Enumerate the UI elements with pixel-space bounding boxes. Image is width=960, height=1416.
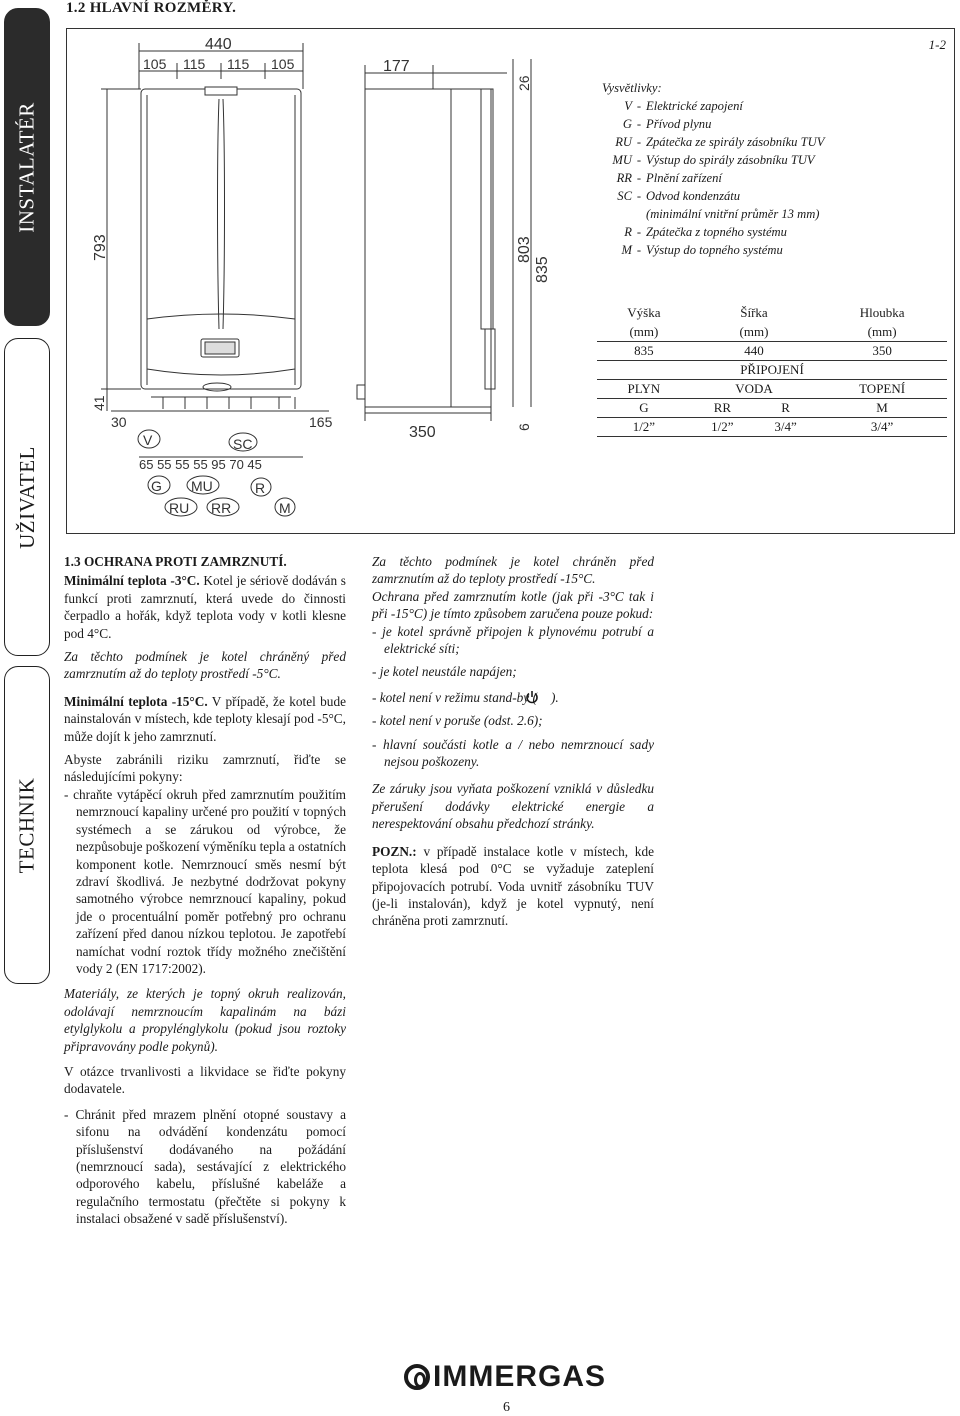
- legend-title: Vysvětlivky:: [602, 81, 662, 95]
- conn-label-sc: SC: [233, 436, 253, 452]
- dim-width-2: 115: [183, 56, 206, 72]
- table-header: Šířka: [740, 305, 768, 320]
- paragraph: POZN.: v případě instalace kotle v místech, kde teplota klesá pod 0°C se vyžaduje zateplení připojovacích potrubí. Voda uvnitř zásobníku TUV (je-li instalován), když je kotel vypnutý, není chráněna proti zamrznutí.: [372, 843, 654, 929]
- paragraph: Za těchto podmínek je kotel chráněn před zamrznutím až do teploty prostředí -15°C.: [372, 554, 654, 587]
- table-cell: 440: [691, 342, 817, 361]
- legend-item: RR - Plnění zařízení: [616, 171, 722, 185]
- left-column: [64, 553, 346, 1234]
- dim-width-4: 105: [271, 56, 295, 72]
- table-cell: 1/2”: [691, 418, 754, 437]
- dimensions-figure: [66, 28, 955, 534]
- power-icon: [537, 690, 551, 704]
- figure-number: 1-2: [928, 37, 946, 52]
- table-cell: M: [817, 399, 947, 418]
- conn-label-ru: RU: [169, 500, 190, 516]
- table-unit: (mm): [817, 322, 947, 342]
- dim-bottom-165: 165: [309, 414, 333, 430]
- legend-item: G - Přívod plynu: [622, 117, 712, 131]
- conn-label-rr: RR: [211, 500, 232, 516]
- paragraph: Ochrana před zamrznutím kotle (jak při -3°C tak i při -15°C) je tímto způsobem zaručena pouze pokud:: [372, 588, 654, 622]
- paragraph: V otázce trvanlivosti a likvidace se řiďte pokyny dodavatele.: [64, 1063, 346, 1097]
- conn-label-r: R: [255, 480, 266, 496]
- table-cell: 350: [817, 342, 947, 361]
- side-tab-user-label: UŽIVATEL: [14, 445, 39, 549]
- dim-bottom-350: 350: [409, 424, 436, 441]
- legend-item: RU - Zpátečka ze spirály zásobníku TUV: [615, 135, 825, 149]
- bullet-item: - Chránit před mrazem plnění otopné soustavy a sifonu na odvádění kondenzátu pomocí příslušenství dodávaného na požádání (nemrznoucí sada), sestávající z elektrického odporového kabelu, příslušné kabeláže a regulačního termostatu (přečtěte si pokyny k instalaci obsažené v sadě příslušenství).: [64, 1106, 346, 1227]
- conn-label-g: G: [151, 478, 162, 494]
- table-cell: 1/2”: [597, 418, 691, 437]
- paragraph: Ze záruky jsou vyňata poškození vzniklá v důsledku přerušení dodávky elektrické energie a nerespektování obsahu předchozí stránky.: [372, 781, 654, 832]
- paragraph: Abyste zabránili riziku zamrznutí, řiďte se následujícími pokyny:: [64, 752, 346, 785]
- bullet-item: - kotel není v režimu stand-by ( ).: [372, 689, 559, 705]
- table-cell: 3/4”: [754, 418, 817, 437]
- dim-side-height-2: 835: [534, 256, 551, 283]
- legend-item-note: (minimální vnitřní průměr 13 mm): [646, 207, 820, 221]
- legend-item: V - Elektrické zapojení: [624, 99, 743, 113]
- dim-width-total: 440: [205, 36, 232, 53]
- legend-item: M - Výstup do topného systému: [621, 243, 783, 257]
- boiler-side-body: [365, 89, 491, 407]
- bullet-item: - hlavní součásti kotle a / nebo nemrznoucí sady nejsou poškozeny.: [372, 736, 654, 770]
- table-group: PLYN: [597, 380, 691, 399]
- dim-bottom-6: 6: [516, 423, 532, 431]
- bullet-item: - je kotel neustále napájen;: [372, 664, 517, 680]
- table-header: Hloubka: [859, 305, 905, 320]
- immergas-logo: IMMERGAS: [404, 1360, 606, 1394]
- table-section-title: PŘIPOJENÍ: [597, 361, 947, 380]
- conn-label-v: V: [143, 432, 153, 448]
- dim-side-height-1: 803: [516, 236, 533, 263]
- side-tab-installer-label: INSTALATÉR: [14, 101, 39, 233]
- side-tab-technician: [4, 666, 50, 984]
- conn-label-m: M: [279, 500, 291, 516]
- immergas-logo-mark: [404, 1364, 430, 1390]
- table-group: VODA: [691, 380, 817, 399]
- paragraph: Za těchto podmínek je kotel chráněný před zamrznutím až do teploty prostředí -5°C.: [64, 649, 346, 682]
- right-column: [372, 553, 654, 936]
- conn-label-mu: MU: [191, 478, 213, 494]
- legend-item: R - Zpátečka z topného systému: [624, 225, 787, 239]
- side-tab-user: [4, 338, 50, 656]
- dim-width-3: 115: [227, 56, 250, 72]
- paragraph: Minimální teplota -15°C. V případě, že kotel bude nainstalován v místech, kde teploty klesají pod -5°C, může dojít k jeho zamrznutí.: [64, 693, 346, 744]
- legend: [602, 79, 824, 259]
- dim-bottom-30: 30: [111, 414, 127, 430]
- table-unit: (mm): [597, 322, 691, 342]
- bullet-item: - chraňte vytápěcí okruh před zamrznutím použitím nemrznoucí kapaliny určené pro použití v topných systémech a se zárukou od výrobce, že nezpůsobuje poškození výměníku tepla a ostatních komponent kotle. Nemrznoucí směs nesmí být zdraví škodlivá. Je nezbytné dodržovat pokyny samotného výrobce nemrznoucí kapaliny, pokud jde o procentuální poměr potřebný pro ochranu zařízení před danou nízkou teplotou. Je zapotřebí namíchat vodní roztok třídy možného znečištění vody 2 (EN 1717:2002).: [64, 786, 346, 976]
- table-header: Výška: [627, 305, 661, 320]
- table-cell: 3/4”: [817, 418, 947, 437]
- dim-bottom-41: 41: [91, 395, 107, 411]
- dim-connection-spacing: 65 55 55 55 95 70 45: [139, 457, 262, 472]
- table-group: TOPENÍ: [817, 380, 947, 399]
- side-tab-technician-label: TECHNIK: [14, 777, 39, 873]
- table-cell: 835: [597, 342, 691, 361]
- table-cell: RR: [691, 399, 754, 418]
- paragraph: Minimální teplota -3°C. Kotel je sériově dodáván s funkcí proti zamrznutí, která uvede do činnosti čerpadlo a hořák, když teplota vody v kotli klesne pod 4°C.: [64, 573, 346, 641]
- table-cell: R: [754, 399, 817, 418]
- page-number: 6: [503, 1400, 510, 1415]
- boiler-drawing: [67, 29, 551, 529]
- dim-side-top: 26: [516, 75, 532, 91]
- dimensions-table: [597, 303, 947, 437]
- heading-frost-protection: 1.3 OCHRANA PROTI ZAMRZNUTÍ.: [64, 554, 287, 569]
- side-tab-installer: [4, 8, 50, 326]
- legend-item: MU - Výstup do spirály zásobníku TUV: [612, 153, 815, 167]
- section-title: 1.2 HLAVNÍ ROZMĚRY.: [66, 0, 237, 16]
- dim-height-left: 793: [92, 234, 109, 261]
- connection-pipes: [163, 397, 295, 409]
- table-cell: G: [597, 399, 691, 418]
- dim-width-1: 105: [143, 56, 167, 72]
- legend-item: SC - Odvod kondenzátu: [617, 189, 741, 203]
- bullet-item: - je kotel správně připojen k plynovému potrubí a elektrické síti;: [372, 623, 654, 657]
- table-unit: (mm): [691, 322, 817, 342]
- dim-side-depth: 177: [383, 58, 410, 75]
- paragraph: Materiály, ze kterých je topný okruh realizován, odolávají nemrznoucím kapalinám na bázi etylglykolu a propylénglykolu (pokud jsou roztoky připravovány podle pokynů).: [64, 986, 346, 1054]
- bullet-item: - kotel není v poruše (odst. 2.6);: [372, 713, 543, 729]
